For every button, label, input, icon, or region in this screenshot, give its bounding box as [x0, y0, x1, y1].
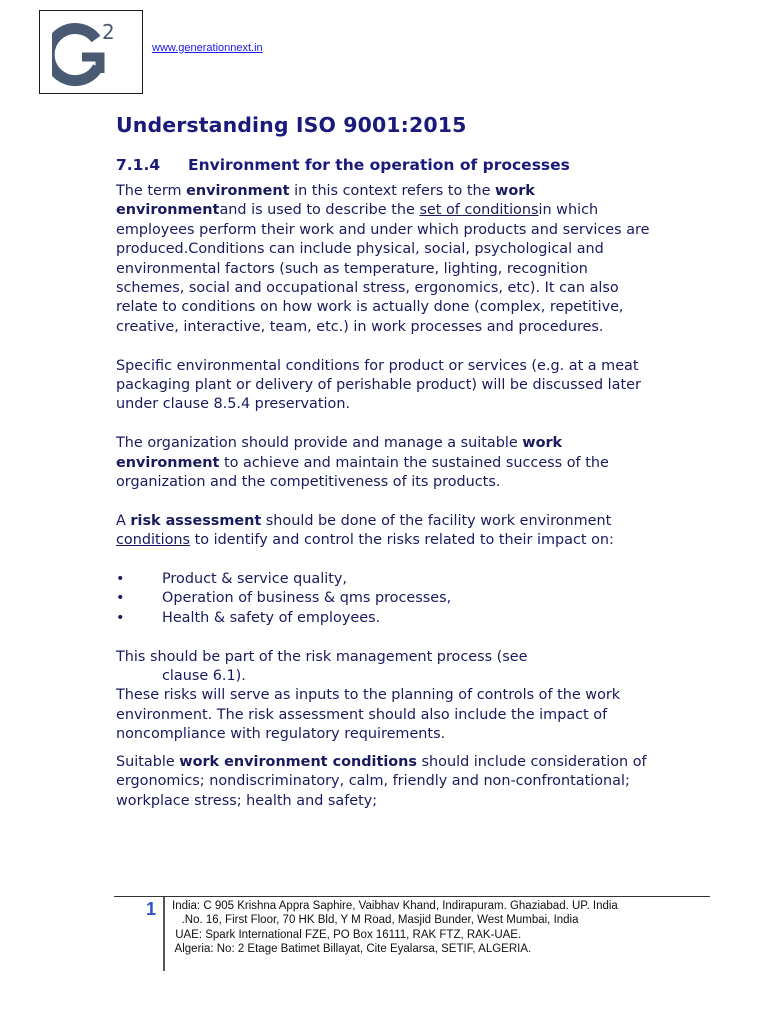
- text-run: should include consideration of ergonomics; nondiscriminatory, calm, friendly and non-confrontational; workplace stress; health and safety;: [116, 753, 647, 809]
- list-item-text: Health & safety of employees.: [162, 609, 381, 626]
- text-run: This should be part of the risk management process (see: [116, 648, 528, 665]
- paragraph-risk-inputs: These risks will serve as inputs to the planning of controls of the work environment. The risk assessment should also include the impact of noncompliance with regulatory requirements.: [116, 687, 621, 743]
- list-item-text: Product & service quality,: [162, 571, 347, 588]
- list-item: [116, 589, 656, 608]
- list-item-text: Operation of business & qms processes,: [162, 590, 452, 607]
- footer-address-algeria: Algeria: No: 2 Etage Batimet Billayat, Cite Eyalarsa, SETIF, ALGERIA.: [172, 943, 532, 956]
- paragraph-risk-management: [116, 648, 656, 687]
- footer-addresses: [172, 899, 618, 957]
- bullet-icon: •: [116, 590, 125, 607]
- text-run: The organization should provide and manage a suitable: [116, 435, 523, 452]
- bold-term: risk assessment: [130, 512, 262, 529]
- bullet-icon: •: [116, 571, 125, 588]
- svg-text:2: 2: [102, 20, 115, 44]
- text-run: should be done of the facility work environment: [261, 512, 612, 529]
- paragraph-environment-definition: [116, 182, 656, 337]
- text-run: in this context refers to the: [289, 183, 496, 199]
- bullet-icon: •: [116, 609, 125, 626]
- document-body: [116, 182, 656, 811]
- paragraph-specific-conditions: Specific environmental conditions for product or services (e.g. at a meat packaging plant or delivery of perishable product) will be discussed later under clause 8.5.4 preservation.: [116, 357, 641, 413]
- impact-list: [116, 570, 656, 628]
- paragraph-manage-environment: [116, 434, 656, 492]
- list-item: [116, 609, 656, 628]
- g2-logo-icon: [52, 17, 132, 89]
- footer-address-uae: UAE: Spark International FZE, PO Box 16111, RAK FTZ, RAK-UAE.: [172, 928, 522, 941]
- company-logo: [39, 10, 143, 94]
- bold-term: work environment: [116, 435, 563, 471]
- footer-address-india: India: C 905 Krishna Appra Saphire, Vaibhav Khand, Indirapuram. Ghaziabad. UP. India: [172, 900, 618, 912]
- page-number: 1: [146, 899, 157, 919]
- paragraph-suitable-conditions: [116, 753, 656, 811]
- section-title: Environment for the operation of processes: [188, 156, 570, 174]
- bold-term: environment: [186, 183, 290, 199]
- list-item: [116, 570, 656, 589]
- paragraph-risk-assessment: [116, 512, 656, 551]
- text-run: clause 6.1).: [162, 668, 246, 685]
- text-run: The term: [116, 183, 187, 199]
- website-link[interactable]: www.generationnext.in: [152, 42, 263, 54]
- text-run: and is used to describe the: [219, 202, 420, 219]
- text-run: A: [116, 512, 131, 529]
- underlined-term: conditions: [116, 532, 191, 549]
- document-title: Understanding ISO 9001:2015: [116, 113, 467, 137]
- text-run: to achieve and maintain the sustained success of the organization and the competitiveness of its products.: [116, 454, 609, 491]
- section-number: 7.1.4: [116, 156, 161, 174]
- footer-divider: [114, 896, 710, 897]
- footer-address-mumbai: .No. 16, First Floor, 70 HK Bld, Y M Road, Masjid Bunder, West Mumbai, India: [172, 914, 579, 927]
- bold-term: work environment conditions: [179, 753, 417, 770]
- text-run: to identify and control the risks related to their impact on:: [190, 532, 614, 549]
- text-run: in which employees perform their work and under which products and services are produced.Conditions can include physical, social, psychological and environmental factors (such as temperature, lighting, recognition schemes, social and occupational stress, ergonomics, etc). It can also relate to conditions on how work is actually done (complex, repetitive, creative, interactive, team, etc.) in work processes and procedures.: [116, 202, 650, 335]
- text-run: Suitable: [116, 753, 180, 770]
- section-heading: [116, 156, 570, 174]
- underlined-term: set of conditions: [419, 202, 539, 219]
- bold-term: work environment: [116, 183, 535, 219]
- footer-vertical-divider: [163, 897, 165, 971]
